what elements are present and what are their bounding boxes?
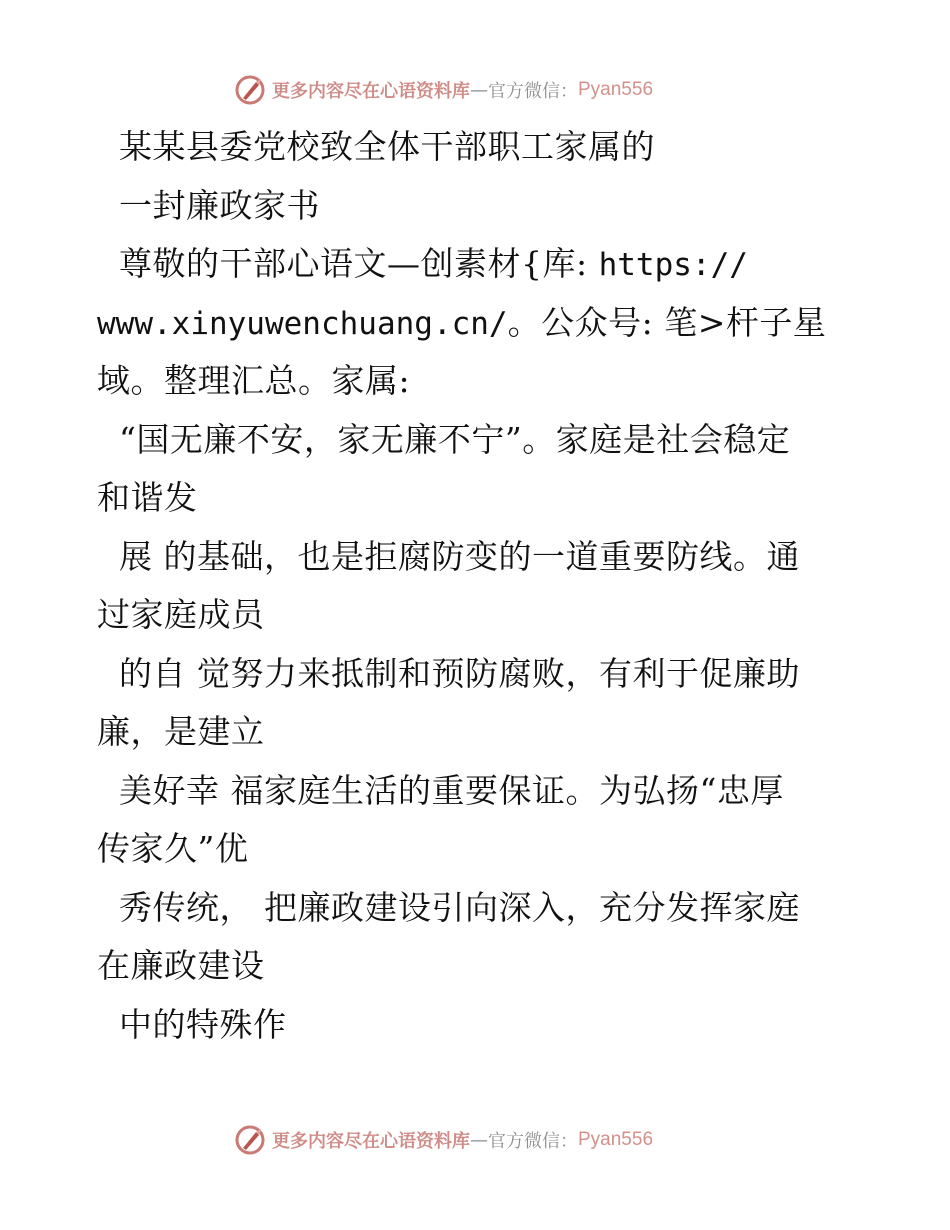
letter-body bbox=[97, 118, 857, 1054]
paragraph-text: 廉，是建立 bbox=[97, 712, 265, 751]
title-line bbox=[97, 177, 857, 236]
paragraph-line bbox=[97, 996, 857, 1055]
paragraph-text: “国无廉不安，家无廉不宁”。家庭是社会稳定 bbox=[118, 419, 791, 459]
paragraph-text: 和谐发 bbox=[97, 478, 198, 517]
paragraph-text: 过家庭成员 bbox=[97, 595, 265, 634]
title-line bbox=[97, 118, 857, 177]
banner-official-label: 官方微信： bbox=[488, 1131, 578, 1152]
paragraph-line bbox=[97, 820, 857, 879]
paragraph-line bbox=[97, 411, 857, 470]
paragraph-line bbox=[97, 586, 857, 645]
salutation-text: 尊敬的干部心语文—创素材{库: bbox=[118, 244, 599, 283]
paragraph-line bbox=[97, 528, 857, 587]
paragraph-line bbox=[97, 469, 857, 528]
salutation-line bbox=[97, 235, 857, 294]
salutation-line bbox=[97, 352, 857, 411]
quill-logo-icon bbox=[234, 1124, 266, 1156]
title-text-1: 某某县委党校致全体干部职工家属的 bbox=[118, 127, 655, 166]
paragraph-text: 秀传统， 把廉政建设引向深入，充分发挥家庭 bbox=[118, 887, 800, 927]
paragraph-line bbox=[97, 762, 857, 821]
banner-title: 更多内容尽在心语资料库 bbox=[272, 81, 470, 102]
header-watermark-banner bbox=[234, 73, 714, 107]
banner-wechat-id: Pyan556 bbox=[578, 79, 654, 100]
title-text-2: 一封廉政家书 bbox=[118, 185, 320, 225]
source-url: www.xinyuwenchuang.cn/ bbox=[97, 305, 508, 342]
paragraph-line bbox=[97, 879, 857, 938]
paragraph-line bbox=[97, 645, 857, 704]
banner-dash: — bbox=[470, 79, 488, 101]
paragraph-text: 的自 觉努力来抵制和预防腐败，有利于促廉助 bbox=[118, 653, 800, 693]
salutation-text: 域。整理汇总。家属: bbox=[97, 361, 411, 400]
paragraph-text: 在廉政建设 bbox=[97, 946, 265, 985]
banner-dash: — bbox=[470, 1129, 488, 1151]
banner-title: 更多内容尽在心语资料库 bbox=[272, 1131, 470, 1152]
paragraph-text: 中的特殊作 bbox=[118, 1004, 287, 1044]
salutation-line bbox=[97, 294, 857, 353]
paragraph-text: 展 的基础，也是拒腐防变的一道重要防线。通 bbox=[118, 536, 800, 576]
paragraph-text: 美好幸 福家庭生活的重要保证。为弘扬“忠厚 bbox=[118, 770, 784, 810]
paragraph-text: 传家久”优 bbox=[97, 829, 249, 868]
banner-wechat-id: Pyan556 bbox=[578, 1129, 654, 1150]
footer-watermark-banner bbox=[234, 1123, 714, 1157]
banner-official-label: 官方微信： bbox=[488, 81, 578, 102]
quill-logo-icon bbox=[234, 74, 266, 106]
paragraph-line bbox=[97, 937, 857, 996]
paragraph-line bbox=[97, 703, 857, 762]
source-url-part: https:// bbox=[598, 247, 748, 283]
salutation-text: 。公众号: 笔>杆子星 bbox=[507, 302, 827, 342]
